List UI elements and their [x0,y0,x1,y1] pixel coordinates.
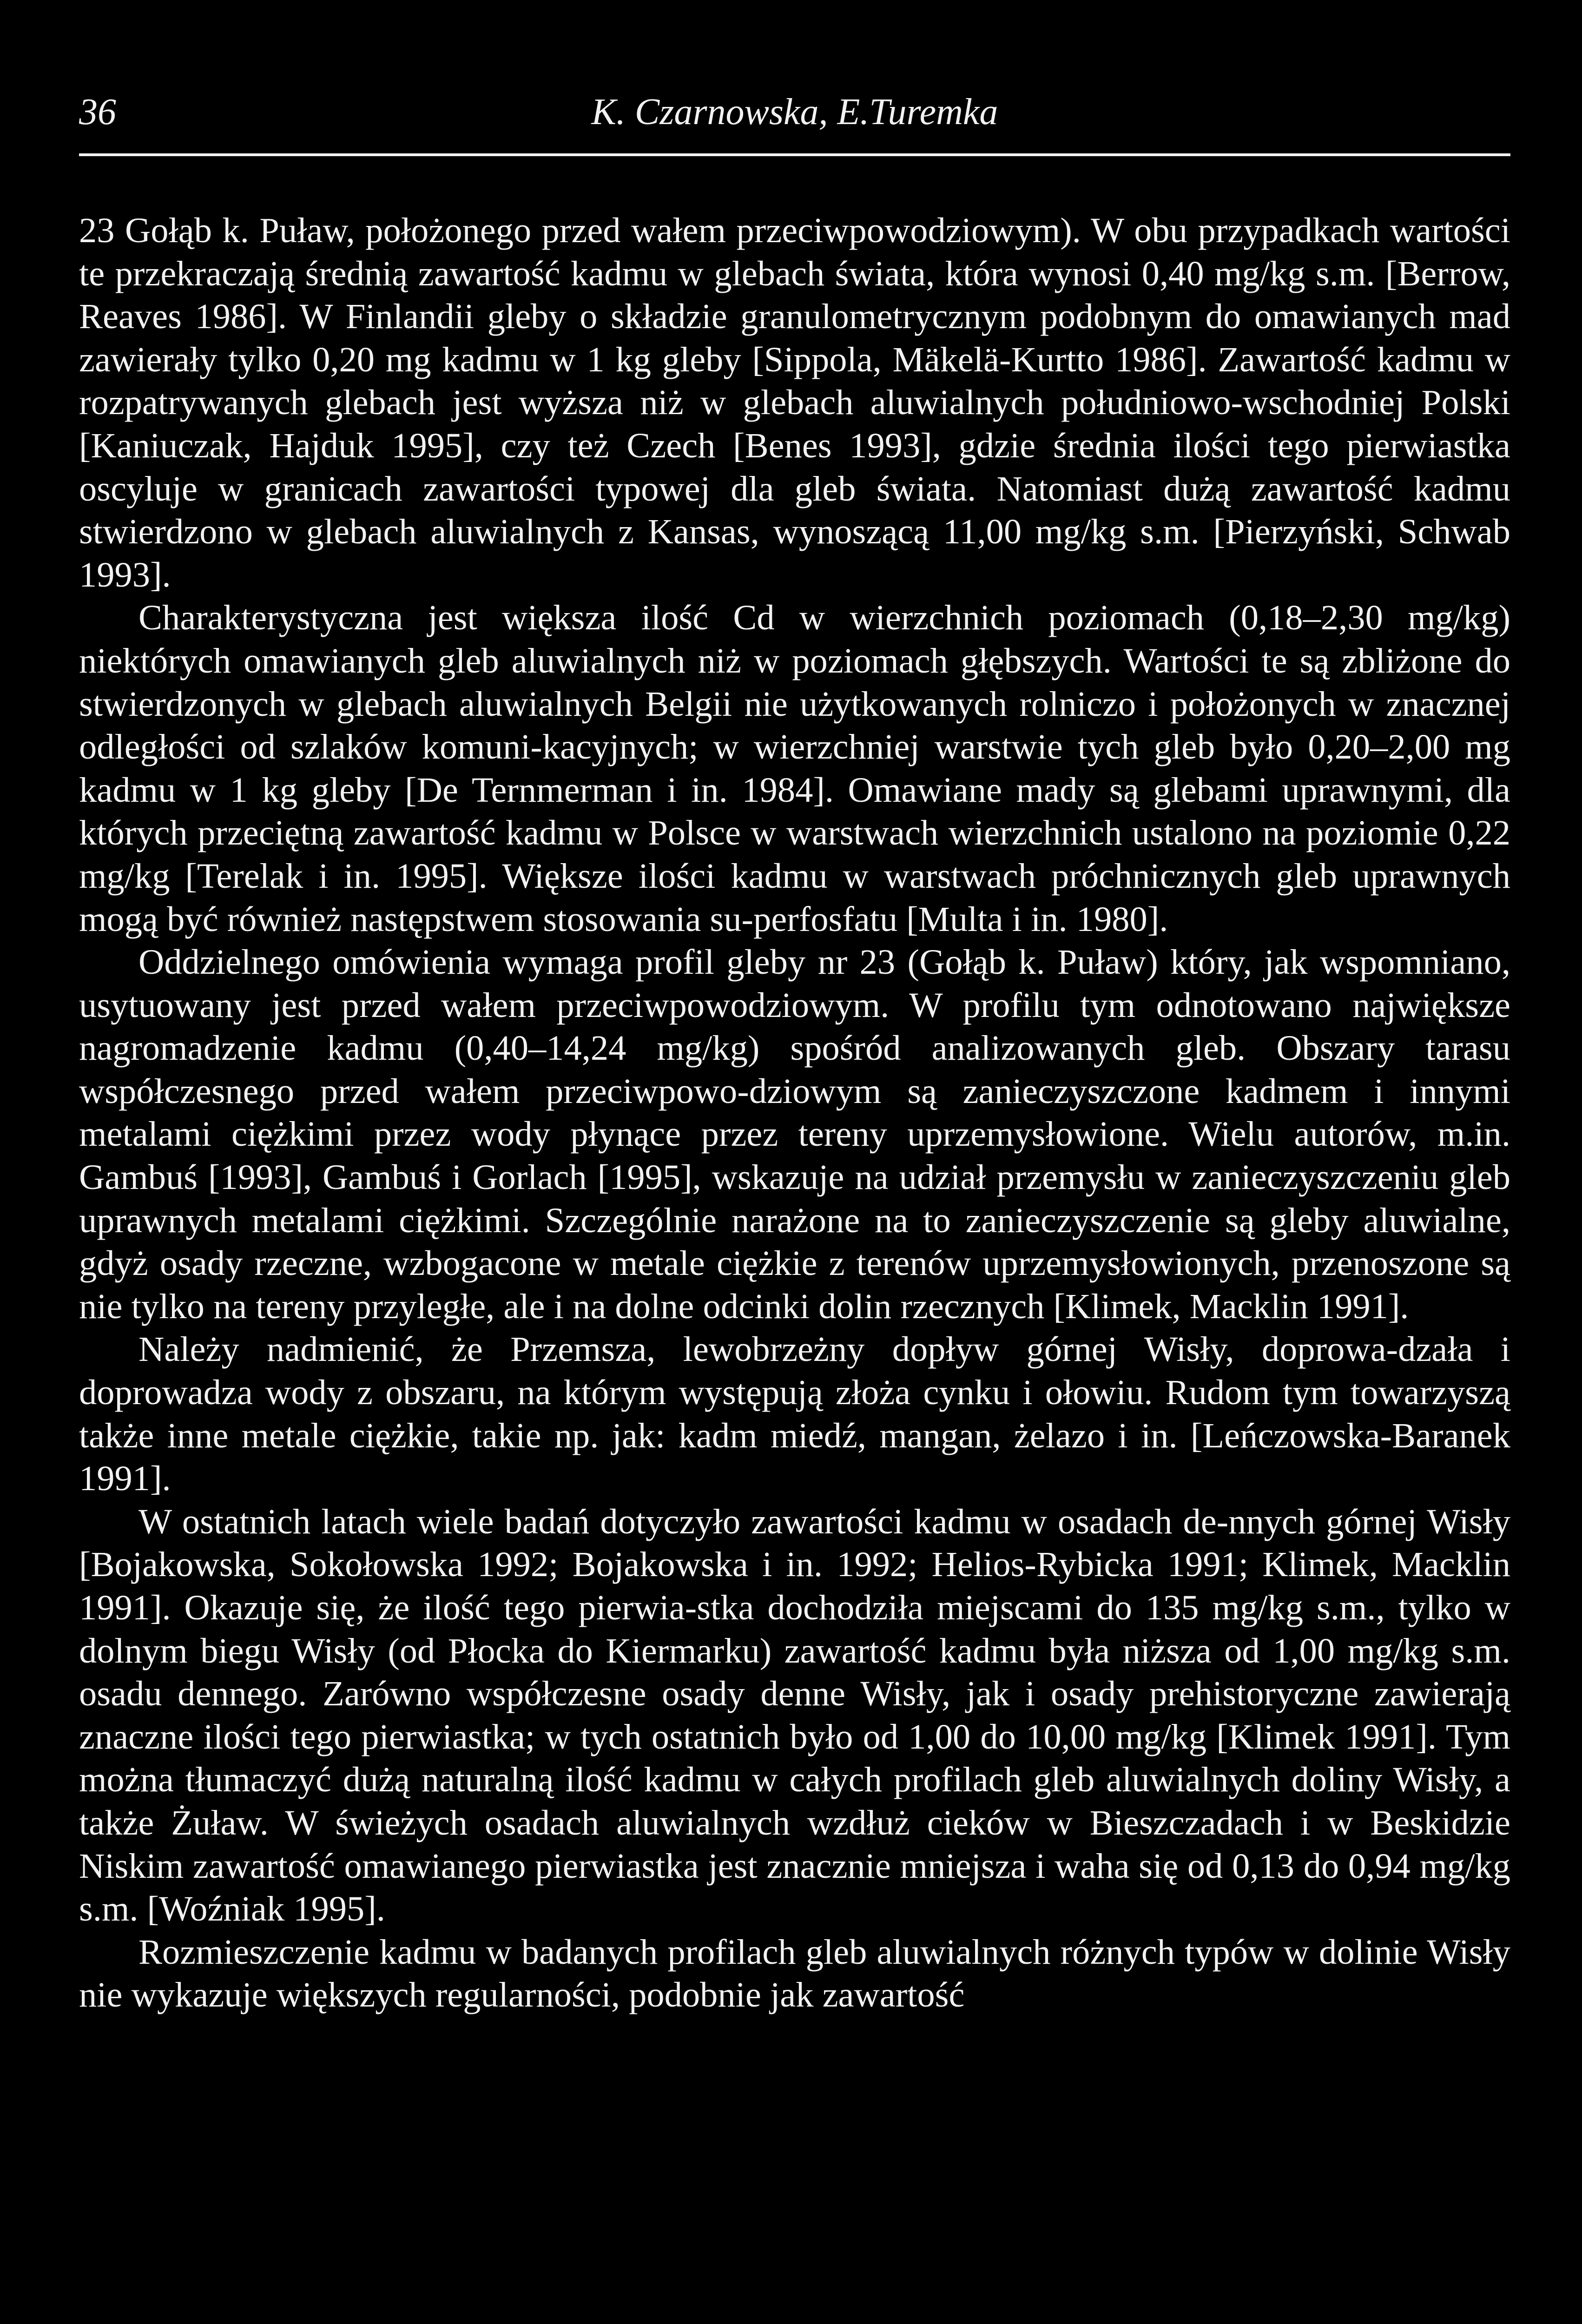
header-authors: K. Czarnowska, E.Turemka [591,92,998,132]
page-number: 36 [79,92,116,132]
paragraph-1: 23 Gołąb k. Puław, położonego przed wałem przeciwpowodziowym). W obu przypadkach wartości te przekraczają średnią zawartość kadmu w glebach świata, która wynosi 0,40 mg/kg s.m. [Berrow, Reaves 1986]. W Finlandii gleby o składzie granulometrycznym podobnym do omawianych mad zawierały tylko 0,20 mg kadmu w 1 kg gleby [Sippola, Mäkelä-Kurtto 1986]. Zawartość kadmu w rozpatrywanych glebach jest wyższa niż w glebach aluwialnych południowo-wschodniej Polski [Kaniuczak, Hajduk 1995], czy też Czech [Benes 1993], gdzie średnia ilości tego pierwiastka oscyluje w granicach zawartości typowej dla gleb świata. Natomiast dużą zawartość kadmu stwierdzono w glebach aluwialnych z Kansas, wynoszącą 11,00 mg/kg s.m. [Pierzyński, Schwab 1993]. [79,211,1510,594]
body-text [79,209,1510,2017]
paragraph-2: Charakterystyczna jest większa ilość Cd w wierzchnich poziomach (0,18–2,30 mg/kg) niektórych omawianych gleb aluwialnych niż w poziomach głębszych. Wartości te są zbliżone do stwierdzonych w glebach aluwialnych Belgii nie użytkowanych rolniczo i położonych w znacznej odległości od szlaków komuni-kacyjnych; w wierzchniej warstwie tych gleb było 0,20–2,00 mg kadmu w 1 kg gleby [De Ternmerman i in. 1984]. Omawiane mady są glebami uprawnymi, dla których przeciętną zawartość kadmu w Polsce w warstwach wierzchnich ustalono na poziomie 0,22 mg/kg [Terelak i in. 1995]. Większe ilości kadmu w warstwach próchnicznych gleb uprawnych mogą być również następstwem stosowania su-perfosfatu [Multa i in. 1980]. [79,598,1510,939]
header-rule [79,153,1510,156]
running-header [79,91,1510,133]
paragraph-5: W ostatnich latach wiele badań dotyczyło zawartości kadmu w osadach de-nnych górnej Wisły [Bojakowska, Sokołowska 1992; Bojakowska i in. 1992; Helios-Rybicka 1991; Klimek, Macklin 1991]. Okazuje się, że ilość tego pierwia-stka dochodziła miejscami do 135 mg/kg s.m., tylko w dolnym biegu Wisły (od Płocka do Kiermarku) zawartość kadmu była niższa od 1,00 mg/kg s.m. osadu dennego. Zarówno współczesne osady denne Wisły, jak i osady prehistoryczne zawierają znaczne ilości tego pierwiastka; w tych ostatnich było od 1,00 do 10,00 mg/kg [Klimek 1991]. Tym można tłumaczyć dużą naturalną ilość kadmu w całych profilach gleb aluwialnych doliny Wisły, a także Żuław. W świeżych osadach aluwialnych wzdłuż cieków w Bieszczadach i w Beskidzie Niskim zawartość omawianego pierwiastka jest znacznie mniejsza i waha się od 0,13 do 0,94 mg/kg s.m. [Woźniak 1995]. [79,1501,1510,1929]
paragraph-6: Rozmieszczenie kadmu w badanych profilach gleb aluwialnych różnych typów w dolinie Wisły nie wykazuje większych regularności, podobnie jak zawartość [79,1932,1510,2015]
paragraph-4: Należy nadmienić, że Przemsza, lewobrzeżny dopływ górnej Wisły, doprowa-dzała i doprowadza wody z obszaru, na którym występują złoża cynku i ołowiu. Rudom tym towarzyszą także inne metale ciężkie, takie np. jak: kadm miedź, mangan, żelazo i in. [Leńczowska-Baranek 1991]. [79,1329,1510,1499]
paragraph-3: Oddzielnego omówienia wymaga profil gleby nr 23 (Gołąb k. Puław) który, jak wspomniano, usytuowany jest przed wałem przeciwpowodziowym. W profilu tym odnotowano największe nagromadzenie kadmu (0,40–14,24 mg/kg) spośród analizowanych gleb. Obszary tarasu współczesnego przed wałem przeciwpowo-dziowym są zanieczyszczone kadmem i innymi metalami ciężkimi przez wody płynące przez tereny uprzemysłowione. Wielu autorów, m.in. Gambuś [1993], Gambuś i Gorlach [1995], wskazuje na udział przemysłu w zanieczyszczeniu gleb uprawnych metalami ciężkimi. Szczególnie narażone na to zanieczyszczenie są gleby aluwialne, gdyż osady rzeczne, wzbogacone w metale ciężkie z terenów uprzemysłowionych, przenoszone są nie tylko na tereny przyległe, ale i na dolne odcinki dolin rzecznych [Klimek, Macklin 1991]. [79,942,1510,1326]
